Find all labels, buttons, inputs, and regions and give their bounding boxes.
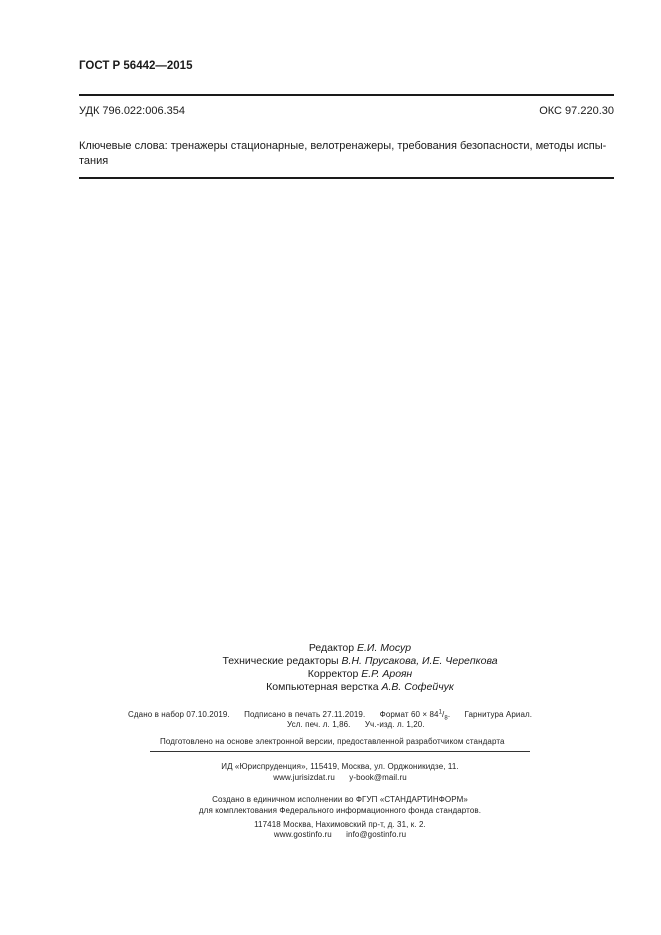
tech-editors-names: В.Н. Прусакова, И.Е. Черепкова (341, 655, 498, 667)
print-sheets: Усл. печ. л. 1,86. (287, 720, 351, 729)
layout-line (150, 681, 570, 694)
print-info-line-2 (287, 720, 437, 729)
publ-sheets: Уч.-изд. л. 1,20. (364, 720, 425, 729)
tech-editors-line (150, 655, 570, 668)
imprint-divider (150, 751, 530, 752)
producer-address: 117418 Москва, Нахимовский пр-т, д. 31, к. 2. (254, 820, 426, 829)
producer-email-link[interactable]: info@gostinfo.ru (346, 830, 407, 839)
paper-format: Формат $60 \times 84^1/_8$. (379, 709, 451, 722)
layout-name: А.В. Софейчук (381, 681, 454, 693)
editor-label: Редактор (308, 642, 355, 654)
tech-editors-label: Технические редакторы (222, 655, 339, 667)
oks-code: ОКС 97.220.30 (539, 105, 614, 117)
producer-site-link[interactable]: www.gostinfo.ru (273, 830, 332, 839)
editor-line (150, 642, 570, 655)
publisher-address: ИД «Юриспруденция», 115419, Москва, ул. Орджоникидзе, 11. (221, 762, 459, 771)
prepared-note: Подготовлено на основе электронной версии, предоставленной разработчиком стандарта (160, 737, 505, 746)
udk-code: УДК 796.022:006.354 (79, 105, 185, 117)
editor-name: Е.И. Мосур (357, 642, 412, 654)
typeface: Гарнитура Ариал. (464, 709, 533, 719)
layout-label: Компьютерная верстка (266, 681, 379, 693)
corrector-line (150, 668, 570, 681)
top-divider (79, 94, 614, 96)
producer-line-1: Создано в единичном исполнении во ФГУП «СТАНДАРТИНФОРМ» (212, 795, 468, 804)
publisher-email-link[interactable]: y-book@mail.ru (349, 773, 407, 782)
keywords-paragraph (79, 139, 614, 169)
keywords-line-1: Ключевые слова: тренажеры стационарные, велотренажеры, требования безопасности, методы испы- (79, 140, 607, 152)
corrector-name: Е.Р. Ароян (361, 668, 413, 680)
corrector-label: Корректор (307, 668, 359, 680)
producer-line-2: для комплектования Федерального информационного фонда стандартов. (198, 806, 482, 815)
keywords-divider (79, 177, 614, 179)
keywords-line-2: тания (79, 155, 109, 167)
producer-contacts (150, 830, 530, 839)
document-code: ГОСТ Р 56442—2015 (79, 60, 193, 72)
submitted-date: Сдано в набор 07.10.2019. (128, 709, 230, 719)
publisher-site-link[interactable]: www.jurisizdat.ru (273, 773, 335, 782)
publisher-contacts (150, 773, 530, 782)
signed-date: Подписано в печать 27.11.2019. (244, 709, 366, 719)
